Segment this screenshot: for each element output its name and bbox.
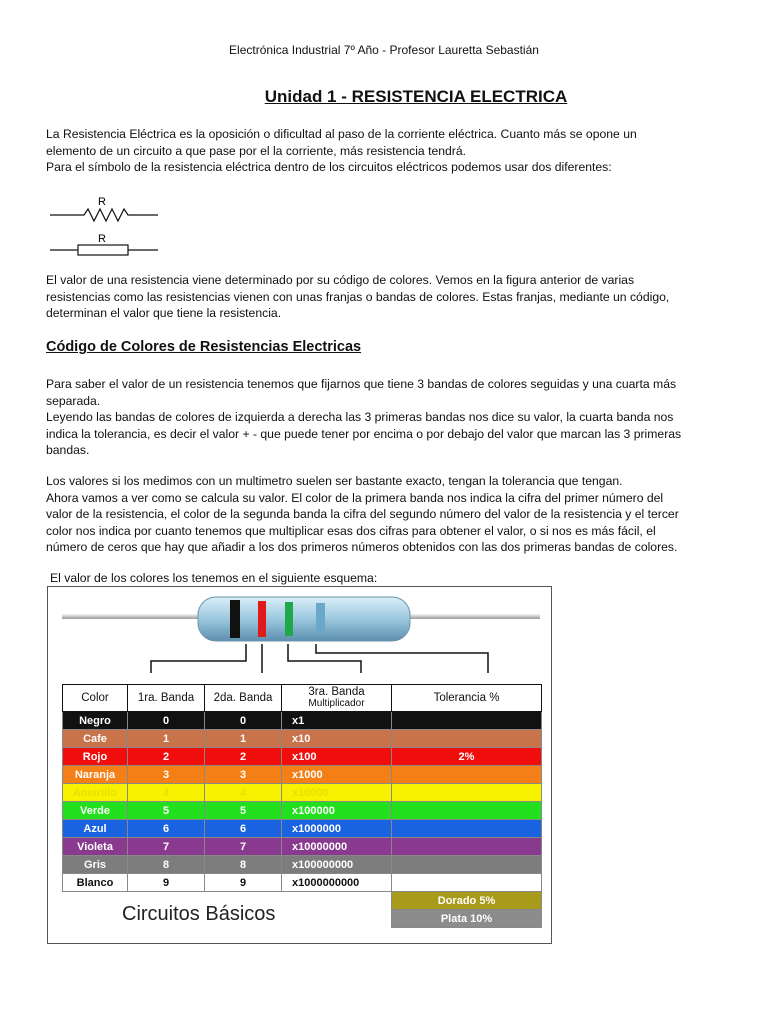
band1-value: 2 [128,748,205,766]
resistor-symbol-zigzag [46,194,166,229]
paragraph-4: Los valores si los medimos con un multimetro suelen ser bastante exacto, tengan la tolerancia que tengan. Ahora vamos a ver como se calcula su valor. El color de la primera banda nos indica la cifra del primer número del valor de la resistencia, el color de la segunda banda la cifra del segundo número del valor de la resistencia y el tercer color nos indica por cuanto tenemos que multiplicar esas dos cifras para obtener el valor, o si nos es más fácil, el número de ceros que hay que añadir a los dos primeros números obtenidos con las dos primeras bandas de colores. [46,474,679,554]
color-name: Verde [63,802,128,820]
band2-value: 5 [205,802,282,820]
tolerance-extra: Dorado 5% [392,892,542,910]
symbol-label: R [98,196,106,208]
multiplier-value: x1000 [282,766,392,784]
band1-value: 9 [128,874,205,892]
tolerance-value [392,802,542,820]
band2-value: 2 [205,748,282,766]
resistor-illustration [48,587,551,687]
table-header-row [63,685,542,712]
band2-value: 9 [205,874,282,892]
tolerance-value [392,856,542,874]
band1-value: 7 [128,838,205,856]
color-name: Violeta [63,838,128,856]
table-row [63,838,542,856]
tolerance-value [392,874,542,892]
multiplier-value: x100000 [282,802,392,820]
color-name: Naranja [63,766,128,784]
multiplier-value: x1000000 [282,820,392,838]
multiplier-value: x1000000000 [282,874,392,892]
section-heading: Código de Colores de Resistencias Electricas [46,339,362,355]
band1-value: 6 [128,820,205,838]
band-tolerance [316,603,325,635]
brand-label: Circuitos Básicos [122,903,276,925]
table-row [63,784,542,802]
multiplier-value: x10000000 [282,838,392,856]
band2-value: 4 [205,784,282,802]
col-multiplier: 3ra. Banda Multiplicador [282,685,392,712]
band-green [285,602,293,636]
paragraph-2: El valor de una resistencia viene determinado por su código de colores. Vemos en la figura anterior de varias resistencias como las resistencias vienen con unas franjas o bandas de colores. Estas franjas, mediante un código, determinan el valor que tiene la resistencia. [46,273,670,320]
col-band1: 1ra. Banda [128,685,205,712]
band1-value: 4 [128,784,205,802]
band2-value: 8 [205,856,282,874]
tolerance-value [392,712,542,730]
color-name: Negro [63,712,128,730]
tolerance-value [392,766,542,784]
table-row [63,802,542,820]
table-row [63,856,542,874]
figure-caption: El valor de los colores los tenemos en el siguiente esquema: [50,571,378,585]
symbol-label: R [98,233,106,245]
page-title: Unidad 1 - RESISTENCIA ELECTRICA [264,87,568,106]
tolerance-extra: Plata 10% [392,910,542,928]
multiplier-value: x100000000 [282,856,392,874]
tolerance-value [392,820,542,838]
paragraph-3: Para saber el valor de un resistencia tenemos que fijarnos que tiene 3 bandas de colores seguidas y una cuarta más separada. Leyendo las bandas de colores de izquierda a derecha las 3 primeras bandas nos dice su valor, la cuarta banda nos indica la tolerancia, es decir el valor + - que puede tener por encima o por debajo del valor que marcan las 3 primeras bandas. [46,377,682,457]
color-name: Gris [63,856,128,874]
band2-value: 6 [205,820,282,838]
table-row [63,748,542,766]
color-name: Blanco [63,874,128,892]
band1-value: 3 [128,766,205,784]
multiplier-value: x10 [282,730,392,748]
band2-value: 3 [205,766,282,784]
color-name: Amarillo [63,784,128,802]
color-name: Cafe [63,730,128,748]
band-red [258,601,266,637]
table-row [63,712,542,730]
band2-value: 1 [205,730,282,748]
band2-value: 7 [205,838,282,856]
band1-value: 5 [128,802,205,820]
band1-value: 1 [128,730,205,748]
table-row [63,874,542,892]
table-row [63,730,542,748]
color-name: Rojo [63,748,128,766]
multiplier-value: x10000 [282,784,392,802]
color-code-table [62,684,542,928]
tolerance-value [392,784,542,802]
tolerance-value [392,838,542,856]
band2-value: 0 [205,712,282,730]
multiplier-value: x100 [282,748,392,766]
page-header: Electrónica Industrial 7º Año - Profesor Lauretta Sebastián [229,43,539,57]
col-band2: 2da. Banda [205,685,282,712]
col-tolerance: Tolerancia % [392,685,542,712]
table-row [63,820,542,838]
band-black [230,600,240,638]
color-code-figure [47,586,552,944]
tolerance-value: 2% [392,748,542,766]
tolerance-value [392,730,542,748]
resistor-symbol-box [46,228,166,265]
band1-value: 8 [128,856,205,874]
band1-value: 0 [128,712,205,730]
table-row [63,766,542,784]
color-name: Azul [63,820,128,838]
multiplier-value: x1 [282,712,392,730]
col-color: Color [63,685,128,712]
intro-paragraph: La Resistencia Eléctrica es la oposición o dificultad al paso de la corriente eléctrica. Cuanto más se opone un elemento de un circuito a que pase por el la corriente, más resistencia tendrá. Para el símbolo de la resistencia eléctrica dentro de los circuitos eléctricos podemos usar dos diferentes: [46,127,637,174]
